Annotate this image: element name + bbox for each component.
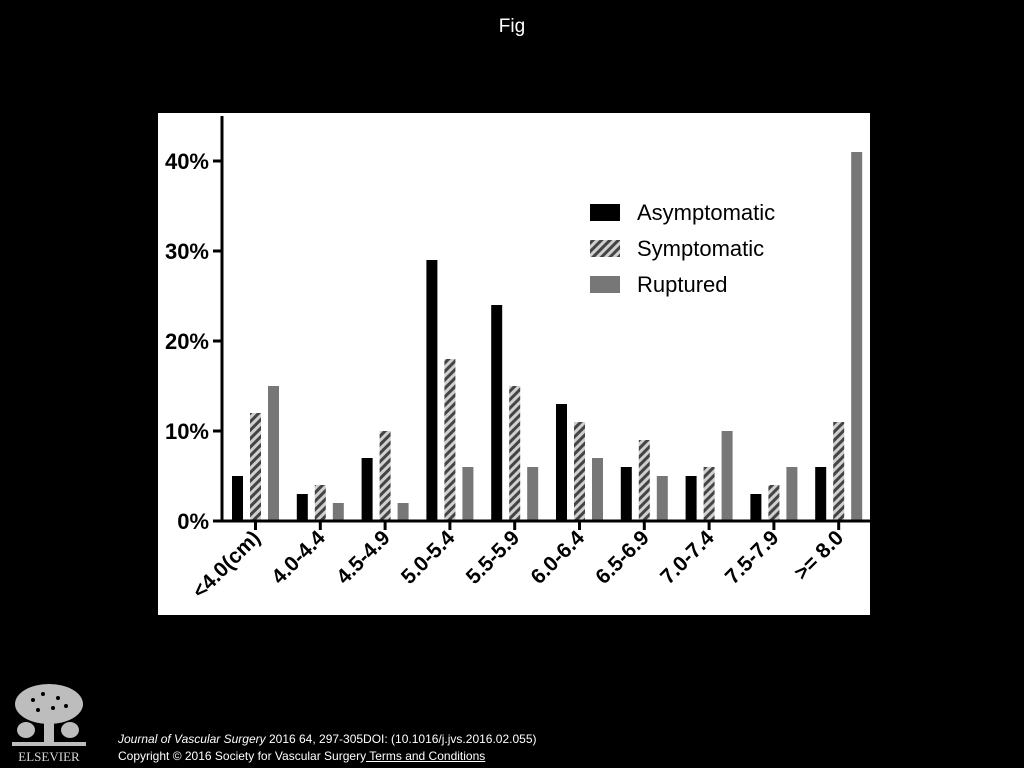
y-tick-label: 30% [164,239,209,264]
bar-symptomatic-2 [380,431,391,521]
y-tick-label: 10% [164,419,209,444]
legend-label-ruptured: Ruptured [637,272,728,297]
bar-asymptomatic-1 [297,494,308,521]
bar-ruptured-9 [851,152,862,521]
bar-symptomatic-9 [833,422,844,521]
chart-panel [158,113,870,615]
logo-wordmark: ELSEVIER [18,749,80,764]
x-category-label: 4.5-4.9 [332,526,395,589]
bar-symptomatic-5 [574,422,585,521]
legend-swatch-ruptured [590,276,620,293]
y-tick-label: 0% [177,509,209,534]
legend-label-symptomatic: Symptomatic [637,236,765,261]
bar-asymptomatic-6 [621,467,632,521]
legend-label-asymptomatic: Asymptomatic [637,200,776,225]
bar-symptomatic-1 [315,485,326,521]
bar-ruptured-0 [268,386,279,521]
bar-ruptured-3 [462,467,473,521]
y-tick-label: 20% [164,329,209,354]
bar-symptomatic-4 [509,386,520,521]
x-category-label: <4.0(cm) [188,526,266,604]
bar-symptomatic-7 [704,467,715,521]
x-category-label: >= 8.0 [789,526,849,585]
bar-asymptomatic-8 [750,494,761,521]
bar-ruptured-2 [398,503,409,521]
x-category-label: 5.0-5.4 [396,526,460,589]
bar-symptomatic-6 [639,440,650,521]
x-category-label: 4.0-4.4 [267,526,330,589]
figure-title: Fig [498,16,526,37]
legend-swatch-symptomatic [590,240,620,257]
copyright-text: Copyright © 2016 Society for Vascular Surgery [118,749,367,763]
bar-ruptured-5 [592,458,603,521]
bar-symptomatic-0 [250,413,261,521]
y-tick-label: 40% [164,149,209,174]
terms-and-conditions-link[interactable]: Terms and Conditions [366,749,486,763]
bar-asymptomatic-7 [686,476,697,521]
bar-ruptured-8 [786,467,797,521]
x-category-label: 6.5-6.9 [591,526,654,589]
x-category-label: 6.0-6.4 [526,526,590,589]
x-category-label: 5.5-5.9 [461,526,525,589]
bar-asymptomatic-5 [556,404,567,521]
bar-asymptomatic-2 [362,458,373,521]
bar-symptomatic-8 [768,485,779,521]
bar-asymptomatic-9 [815,467,826,521]
x-category-label: 7.5-7.9 [720,526,784,589]
bar-symptomatic-3 [444,359,455,521]
x-category-label: 7.0-7.4 [656,526,719,589]
bar-ruptured-1 [333,503,344,521]
citation-footer [118,731,537,765]
bar-asymptomatic-4 [491,305,502,521]
bar-ruptured-4 [527,467,538,521]
citation-details: 2016 64, 297-305DOI: (10.1016/j.jvs.2016.02.055) [265,732,537,746]
bar-ruptured-7 [722,431,733,521]
bar-asymptomatic-3 [426,260,437,521]
legend-swatch-asymptomatic [590,204,620,221]
bar-ruptured-6 [657,476,668,521]
bar-asymptomatic-0 [232,476,243,521]
journal-name: Journal of Vascular Surgery [118,732,266,746]
bar-chart [158,113,870,615]
elsevier-tree-logo [8,680,90,764]
